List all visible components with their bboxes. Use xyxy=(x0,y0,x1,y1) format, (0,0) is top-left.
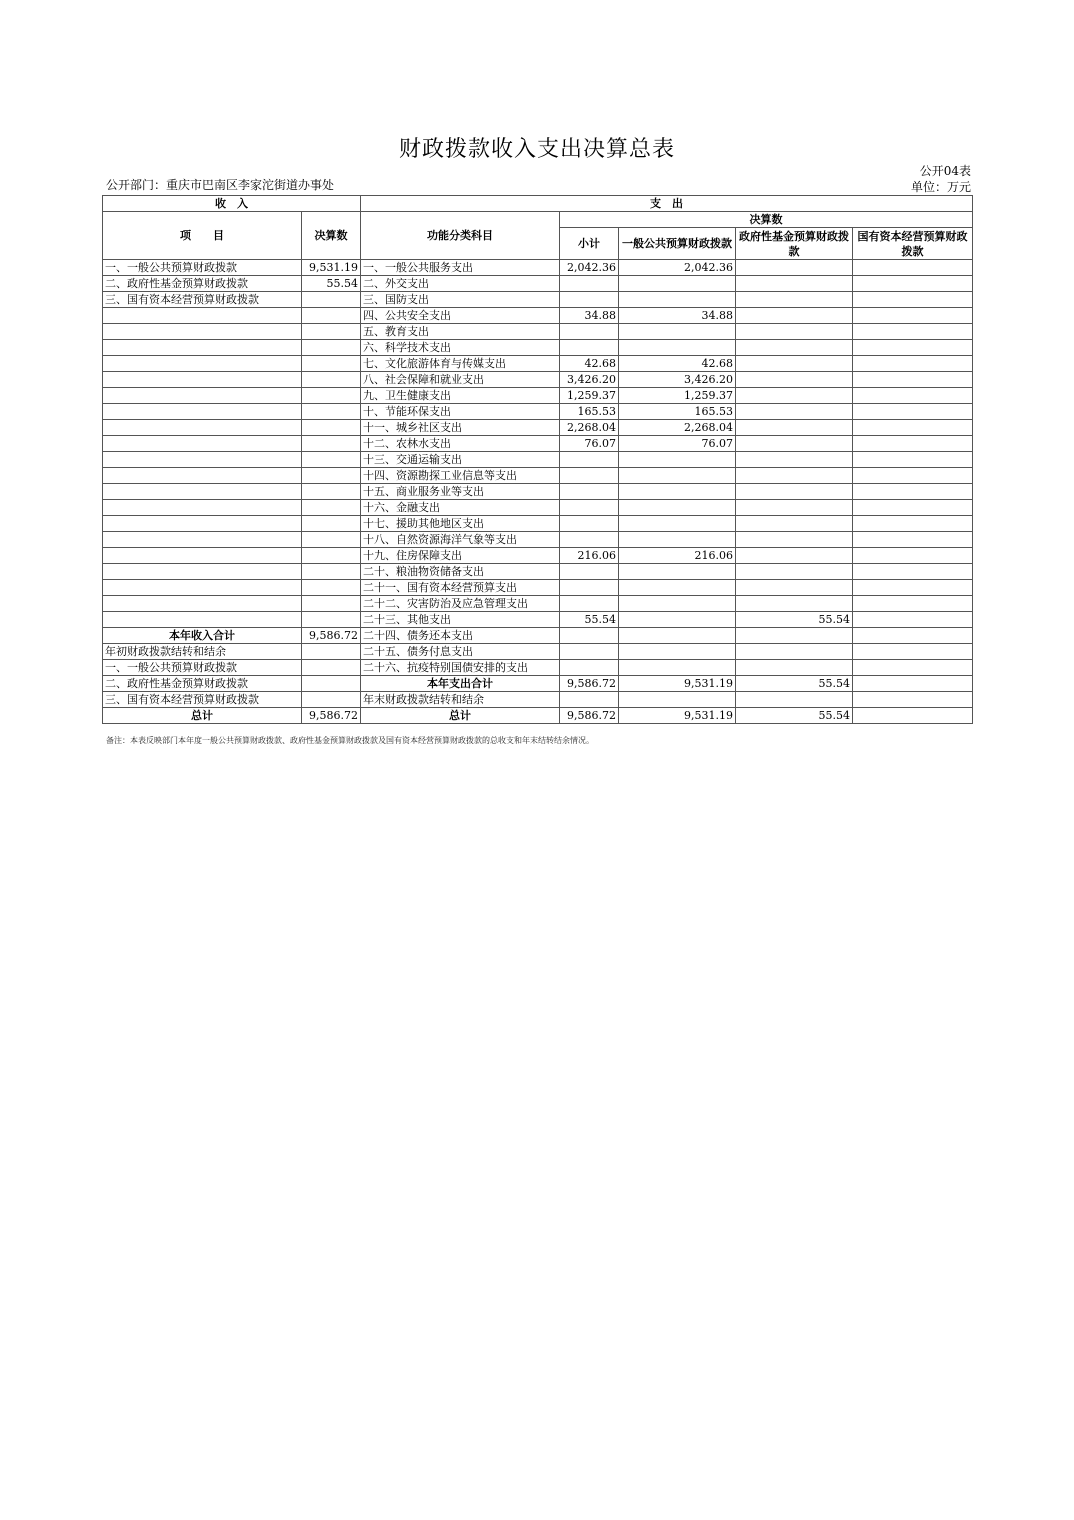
gov-fund-cell xyxy=(736,660,853,676)
general-cell xyxy=(619,580,736,596)
subtotal-cell xyxy=(560,468,619,484)
gov-fund-cell xyxy=(736,516,853,532)
general-cell xyxy=(619,612,736,628)
state-capital-cell xyxy=(853,404,973,420)
table-row xyxy=(103,324,973,340)
income-item-cell xyxy=(103,580,302,596)
table-row xyxy=(103,708,973,724)
amount-header: 决算数 xyxy=(302,212,361,260)
state-capital-cell xyxy=(853,484,973,500)
expense-item-cell: 十九、住房保障支出 xyxy=(361,548,560,564)
income-amount-cell xyxy=(302,596,361,612)
state-capital-header: 国有资本经营预算财政拨款 xyxy=(853,228,973,260)
gov-fund-cell xyxy=(736,260,853,276)
state-capital-cell xyxy=(853,644,973,660)
subtotal-cell xyxy=(560,500,619,516)
subtotal-cell xyxy=(560,292,619,308)
final-header: 决算数 xyxy=(560,212,973,228)
subtotal-cell xyxy=(560,580,619,596)
table-row xyxy=(103,580,973,596)
state-capital-cell xyxy=(853,532,973,548)
table-row xyxy=(103,340,973,356)
state-capital-cell xyxy=(853,612,973,628)
state-capital-cell xyxy=(853,324,973,340)
subtotal-cell: 9,586.72 xyxy=(560,708,619,724)
table-row xyxy=(103,676,973,692)
subtotal-cell: 2,268.04 xyxy=(560,420,619,436)
income-item-cell xyxy=(103,596,302,612)
expense-item-cell: 五、教育支出 xyxy=(361,324,560,340)
gov-fund-cell xyxy=(736,644,853,660)
general-cell: 42.68 xyxy=(619,356,736,372)
subtotal-cell: 9,586.72 xyxy=(560,676,619,692)
income-amount-cell: 55.54 xyxy=(302,276,361,292)
expense-item-cell: 二十、粮油物资储备支出 xyxy=(361,564,560,580)
general-cell: 9,531.19 xyxy=(619,708,736,724)
income-amount-cell xyxy=(302,436,361,452)
item-header: 项 目 xyxy=(103,212,302,260)
subtotal-cell xyxy=(560,628,619,644)
expense-item-cell: 二十五、债务付息支出 xyxy=(361,644,560,660)
income-item-cell: 一、一般公共预算财政拨款 xyxy=(103,260,302,276)
expense-item-cell: 二十四、债务还本支出 xyxy=(361,628,560,644)
table-row xyxy=(103,500,973,516)
gov-fund-cell xyxy=(736,484,853,500)
gov-fund-cell: 55.54 xyxy=(736,708,853,724)
gov-fund-cell: 55.54 xyxy=(736,676,853,692)
table-row xyxy=(103,356,973,372)
income-amount-cell xyxy=(302,292,361,308)
state-capital-cell xyxy=(853,692,973,708)
income-item-cell xyxy=(103,452,302,468)
table-body xyxy=(103,260,973,724)
income-amount-cell xyxy=(302,692,361,708)
income-amount-cell xyxy=(302,324,361,340)
general-cell: 2,042.36 xyxy=(619,260,736,276)
income-amount-cell xyxy=(302,516,361,532)
gov-fund-cell xyxy=(736,436,853,452)
gov-fund-cell xyxy=(736,420,853,436)
expense-item-cell: 总计 xyxy=(361,708,560,724)
subtotal-cell: 1,259.37 xyxy=(560,388,619,404)
general-cell: 216.06 xyxy=(619,548,736,564)
subtotal-header: 小计 xyxy=(560,228,619,260)
subtotal-cell: 76.07 xyxy=(560,436,619,452)
income-amount-cell xyxy=(302,452,361,468)
unit-label: 单位：万元 xyxy=(910,180,971,194)
income-item-cell xyxy=(103,532,302,548)
gov-fund-cell xyxy=(736,692,853,708)
state-capital-cell xyxy=(853,548,973,564)
expense-header: 支 出 xyxy=(361,196,973,212)
general-cell xyxy=(619,500,736,516)
state-capital-cell xyxy=(853,276,973,292)
subtotal-cell xyxy=(560,484,619,500)
general-cell xyxy=(619,484,736,500)
income-amount-cell xyxy=(302,500,361,516)
income-item-cell xyxy=(103,612,302,628)
income-amount-cell: 9,586.72 xyxy=(302,628,361,644)
general-cell: 1,259.37 xyxy=(619,388,736,404)
table-row xyxy=(103,468,973,484)
expense-item-cell: 十、节能环保支出 xyxy=(361,404,560,420)
income-item-cell xyxy=(103,484,302,500)
expense-item-cell: 十七、援助其他地区支出 xyxy=(361,516,560,532)
gov-fund-cell xyxy=(736,596,853,612)
general-cell: 2,268.04 xyxy=(619,420,736,436)
expense-item-cell: 七、文化旅游体育与传媒支出 xyxy=(361,356,560,372)
table-row xyxy=(103,308,973,324)
gov-fund-cell xyxy=(736,340,853,356)
gov-fund-cell xyxy=(736,276,853,292)
general-cell xyxy=(619,532,736,548)
expense-item-cell: 十五、商业服务业等支出 xyxy=(361,484,560,500)
state-capital-cell xyxy=(853,596,973,612)
income-amount-cell xyxy=(302,372,361,388)
gov-fund-header: 政府性基金预算财政拨款 xyxy=(736,228,853,260)
income-item-cell xyxy=(103,548,302,564)
general-header: 一般公共预算财政拨款 xyxy=(619,228,736,260)
expense-item-cell: 六、科学技术支出 xyxy=(361,340,560,356)
department-label: 公开部门：重庆市巴南区李家沱街道办事处 xyxy=(106,178,335,192)
subtotal-cell xyxy=(560,324,619,340)
income-item-cell xyxy=(103,420,302,436)
table-row xyxy=(103,564,973,580)
subtotal-cell: 34.88 xyxy=(560,308,619,324)
income-item-cell xyxy=(103,500,302,516)
state-capital-cell xyxy=(853,372,973,388)
income-amount-cell xyxy=(302,484,361,500)
state-capital-cell xyxy=(853,292,973,308)
gov-fund-cell xyxy=(736,580,853,596)
table-row xyxy=(103,516,973,532)
table-row xyxy=(103,484,973,500)
income-item-cell xyxy=(103,436,302,452)
general-cell xyxy=(619,324,736,340)
state-capital-cell xyxy=(853,500,973,516)
income-amount-cell xyxy=(302,356,361,372)
table-row xyxy=(103,660,973,676)
income-amount-cell xyxy=(302,548,361,564)
subtotal-cell: 165.53 xyxy=(560,404,619,420)
income-item-cell xyxy=(103,324,302,340)
expense-item-cell: 十六、金融支出 xyxy=(361,500,560,516)
subtotal-cell xyxy=(560,692,619,708)
subtotal-cell xyxy=(560,516,619,532)
income-amount-cell xyxy=(302,580,361,596)
gov-fund-cell xyxy=(736,452,853,468)
income-item-cell xyxy=(103,388,302,404)
income-amount-cell xyxy=(302,340,361,356)
func-header: 功能分类科目 xyxy=(361,212,560,260)
general-cell xyxy=(619,628,736,644)
expense-item-cell: 十一、城乡社区支出 xyxy=(361,420,560,436)
gov-fund-cell xyxy=(736,628,853,644)
gov-fund-cell xyxy=(736,532,853,548)
subtotal-cell: 2,042.36 xyxy=(560,260,619,276)
general-cell: 34.88 xyxy=(619,308,736,324)
income-amount-cell xyxy=(302,532,361,548)
subtotal-cell: 3,426.20 xyxy=(560,372,619,388)
income-amount-cell xyxy=(302,468,361,484)
subtotal-cell xyxy=(560,532,619,548)
table-row xyxy=(103,292,973,308)
state-capital-cell xyxy=(853,660,973,676)
table-row xyxy=(103,692,973,708)
income-item-cell: 三、国有资本经营预算财政拨款 xyxy=(103,292,302,308)
table-row xyxy=(103,452,973,468)
expense-item-cell: 十四、资源勘探工业信息等支出 xyxy=(361,468,560,484)
expense-item-cell: 二十一、国有资本经营预算支出 xyxy=(361,580,560,596)
state-capital-cell xyxy=(853,308,973,324)
general-cell xyxy=(619,340,736,356)
subtotal-cell: 55.54 xyxy=(560,612,619,628)
income-item-cell: 本年收入合计 xyxy=(103,628,302,644)
gov-fund-cell: 55.54 xyxy=(736,612,853,628)
general-cell xyxy=(619,660,736,676)
state-capital-cell xyxy=(853,468,973,484)
state-capital-cell xyxy=(853,340,973,356)
income-amount-cell xyxy=(302,308,361,324)
table-row xyxy=(103,388,973,404)
subtotal-cell xyxy=(560,340,619,356)
subtotal-cell: 216.06 xyxy=(560,548,619,564)
income-item-cell: 年初财政拨款结转和结余 xyxy=(103,644,302,660)
gov-fund-cell xyxy=(736,564,853,580)
general-cell xyxy=(619,516,736,532)
table-row xyxy=(103,436,973,452)
general-cell xyxy=(619,564,736,580)
table-row xyxy=(103,404,973,420)
gov-fund-cell xyxy=(736,372,853,388)
income-amount-cell xyxy=(302,564,361,580)
form-number: 公开04表 xyxy=(919,164,971,178)
expense-item-cell: 年末财政拨款结转和结余 xyxy=(361,692,560,708)
gov-fund-cell xyxy=(736,500,853,516)
income-amount-cell xyxy=(302,660,361,676)
general-cell xyxy=(619,596,736,612)
general-cell xyxy=(619,276,736,292)
table-row xyxy=(103,260,973,276)
table-row xyxy=(103,612,973,628)
state-capital-cell xyxy=(853,516,973,532)
income-item-cell xyxy=(103,372,302,388)
general-cell: 9,531.19 xyxy=(619,676,736,692)
income-amount-cell xyxy=(302,388,361,404)
income-item-cell xyxy=(103,516,302,532)
income-item-cell: 总计 xyxy=(103,708,302,724)
gov-fund-cell xyxy=(736,356,853,372)
expense-item-cell: 三、国防支出 xyxy=(361,292,560,308)
expense-item-cell: 十八、自然资源海洋气象等支出 xyxy=(361,532,560,548)
table-row xyxy=(103,628,973,644)
income-item-cell: 三、国有资本经营预算财政拨款 xyxy=(103,692,302,708)
gov-fund-cell xyxy=(736,388,853,404)
subtotal-cell xyxy=(560,276,619,292)
general-cell xyxy=(619,692,736,708)
income-amount-cell xyxy=(302,612,361,628)
state-capital-cell xyxy=(853,356,973,372)
income-item-cell: 二、政府性基金预算财政拨款 xyxy=(103,676,302,692)
expense-item-cell: 十二、农林水支出 xyxy=(361,436,560,452)
general-cell: 3,426.20 xyxy=(619,372,736,388)
income-item-cell xyxy=(103,468,302,484)
state-capital-cell xyxy=(853,388,973,404)
gov-fund-cell xyxy=(736,404,853,420)
income-item-cell xyxy=(103,564,302,580)
state-capital-cell xyxy=(853,452,973,468)
expense-item-cell: 二、外交支出 xyxy=(361,276,560,292)
expense-item-cell: 二十二、灾害防治及应急管理支出 xyxy=(361,596,560,612)
table-row xyxy=(103,372,973,388)
table-row xyxy=(103,596,973,612)
subtotal-cell xyxy=(560,564,619,580)
table-row xyxy=(103,420,973,436)
footnote: 备注：本表反映部门本年度一般公共预算财政拨款、政府性基金预算财政拨款及国有资本经营预算财政拨款的总收支和年末结转结余情况。 xyxy=(106,736,594,745)
general-cell xyxy=(619,468,736,484)
general-cell xyxy=(619,644,736,660)
income-amount-cell xyxy=(302,676,361,692)
expense-item-cell: 本年支出合计 xyxy=(361,676,560,692)
subtotal-cell: 42.68 xyxy=(560,356,619,372)
income-item-cell xyxy=(103,308,302,324)
gov-fund-cell xyxy=(736,308,853,324)
expense-item-cell: 九、卫生健康支出 xyxy=(361,388,560,404)
expense-item-cell: 八、社会保障和就业支出 xyxy=(361,372,560,388)
income-amount-cell: 9,586.72 xyxy=(302,708,361,724)
income-item-cell: 一、一般公共预算财政拨款 xyxy=(103,660,302,676)
subtotal-cell xyxy=(560,452,619,468)
state-capital-cell xyxy=(853,420,973,436)
income-amount-cell xyxy=(302,644,361,660)
subtotal-cell xyxy=(560,660,619,676)
gov-fund-cell xyxy=(736,324,853,340)
general-cell: 165.53 xyxy=(619,404,736,420)
income-item-cell xyxy=(103,404,302,420)
page-title: 财政拨款收入支出决算总表 xyxy=(398,137,675,162)
table-row xyxy=(103,276,973,292)
state-capital-cell xyxy=(853,564,973,580)
state-capital-cell xyxy=(853,676,973,692)
expense-item-cell: 十三、交通运输支出 xyxy=(361,452,560,468)
state-capital-cell xyxy=(853,580,973,596)
expense-item-cell: 二十六、抗疫特别国债安排的支出 xyxy=(361,660,560,676)
gov-fund-cell xyxy=(736,292,853,308)
state-capital-cell xyxy=(853,628,973,644)
table-row xyxy=(103,532,973,548)
table-row xyxy=(103,644,973,660)
income-amount-cell xyxy=(302,404,361,420)
gov-fund-cell xyxy=(736,468,853,484)
table-row xyxy=(103,548,973,564)
general-cell xyxy=(619,452,736,468)
state-capital-cell xyxy=(853,436,973,452)
income-amount-cell xyxy=(302,420,361,436)
income-amount-cell: 9,531.19 xyxy=(302,260,361,276)
general-cell xyxy=(619,292,736,308)
expense-item-cell: 二十三、其他支出 xyxy=(361,612,560,628)
budget-summary-table xyxy=(102,195,973,724)
general-cell: 76.07 xyxy=(619,436,736,452)
income-item-cell xyxy=(103,340,302,356)
subtotal-cell xyxy=(560,644,619,660)
income-item-cell: 二、政府性基金预算财政拨款 xyxy=(103,276,302,292)
income-item-cell xyxy=(103,356,302,372)
state-capital-cell xyxy=(853,260,973,276)
expense-item-cell: 四、公共安全支出 xyxy=(361,308,560,324)
subtotal-cell xyxy=(560,596,619,612)
gov-fund-cell xyxy=(736,548,853,564)
income-header: 收 入 xyxy=(103,196,361,212)
expense-item-cell: 一、一般公共服务支出 xyxy=(361,260,560,276)
state-capital-cell xyxy=(853,708,973,724)
